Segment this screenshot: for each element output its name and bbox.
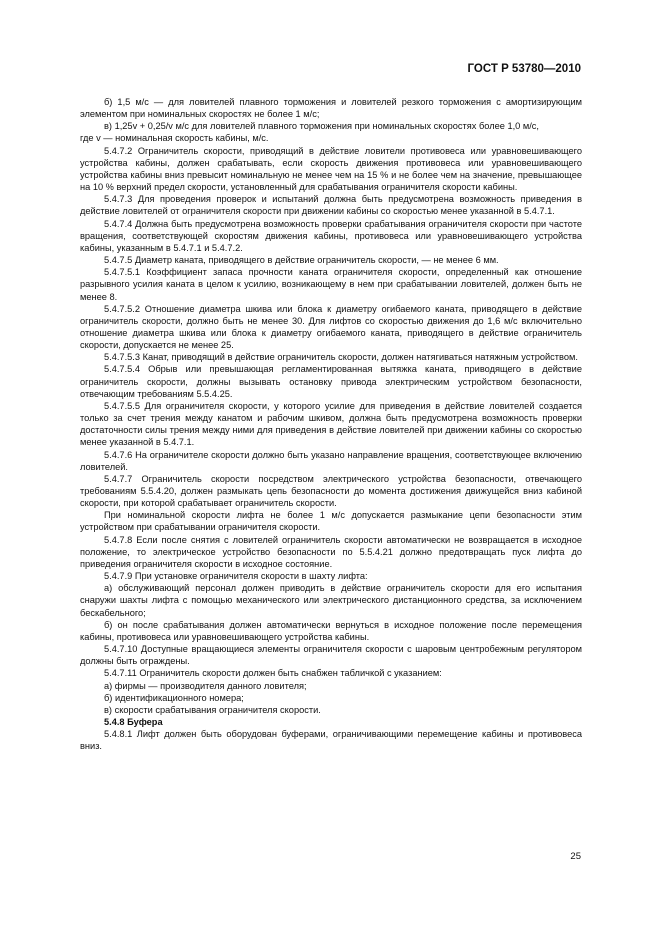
paragraph: При номинальной скорости лифта не более 1 м/с допускается размыкание цепи безопасности этим устройством при срабатывании ограничителя скорости. — [80, 510, 582, 533]
paragraph: в) скорости срабатывания ограничителя скорости. — [104, 704, 321, 715]
paragraph: 5.4.7.11 Ограничитель скорости должен быть снабжен табличкой с указанием: — [104, 668, 442, 679]
paragraph: 5.4.7.9 При установке ограничителя скорости в шахту лифта: — [104, 571, 368, 582]
paragraph: а) обслуживающий персонал должен приводить в действие ограничитель скорости для его испытания снаружи шахты лифта с помощью механического или электрического дистанционного средства, за исключением бескабельного; — [80, 583, 582, 618]
paragraph: 5.4.7.2 Ограничитель скорости, приводящий в действие ловители противовеса или уравновешивающего устройства кабины, должен срабатывать, если скорость движения противовеса или уравновешивающего устройства кабины вниз превысит номинальную не менее чем на 15 % и не более чем на значение, превышающее на 10 % верхний предел скорости, установленный для срабатывания ограничителя скорости кабины. — [80, 145, 582, 193]
paragraph: 5.4.7.5.4 Обрыв или превышающая регламентированная вытяжка каната, приводящего в действие ограничитель скорости, должны вызывать остановку привода электрическим устройством безопасности, отвечающим требованиям 5.5.4.25. — [80, 364, 582, 399]
paragraph: 5.4.7.8 Если после снятия с ловителей ограничитель скорости автоматически не возвращается в исходное положение, то электрическое устройство безопасности по 5.5.4.21 должно предотвращать пуск лифта до приведения ограничителя скорости в исходное состояние. — [80, 534, 582, 569]
page-number: 25 — [570, 851, 581, 862]
paragraph: 5.4.7.3 Для проведения проверок и испытаний должна быть предусмотрена возможность приведения в действие ловителей от ограничителя скорости при движении кабины со скоростью менее указанной в 5.4.7.1. — [80, 194, 582, 217]
paragraph: 5.4.7.10 Доступные вращающиеся элементы ограничителя скорости с шаровым центробежным регулятором должны быть ограждены. — [80, 644, 582, 667]
paragraph: 5.4.7.7 Ограничитель скорости посредством электрического устройства безопасности, отвечающего требованиям 5.5.4.20, должен размыкать цепь безопасности до момента достижения движущейся вниз кабиной скорости, при которой срабатывает ограничитель скорости. — [80, 473, 582, 509]
paragraph: 5.4.7.5.1 Коэффициент запаса прочности каната ограничителя скорости, определенный как отношение разрывного усилия каната в целом к усилию, возникающему в нем при срабатывании ловителей, должен быть не менее 8. — [80, 267, 582, 302]
document-body — [80, 96, 582, 752]
paragraph: 5.4.7.5.5 Для ограничителя скорости, у которого усилие для приведения в действие ловителей создается только за счет трения между канатом и рабочим шкивом, должна быть предусмотрена возможность проверки достаточности силы трения между ними для приведения в действие ловителей при движении кабины со скоростью менее указанной в 5.4.7.1. — [80, 400, 582, 448]
paragraph: 5.4.7.5.2 Отношение диаметра шкива или блока к диаметру огибаемого каната, приводящего в действие ограничитель скорости, должно быть не менее 30. Для лифтов со скоростью движения до 1,6 м/с включительно отношение диаметра шкива или блока к диаметру огибаемого каната, приводящего в действие ограничитель скорости, допускается не менее 25. — [80, 303, 582, 351]
section-heading: 5.4.8 Буфера — [104, 716, 163, 727]
paragraph: б) он после срабатывания должен автоматически вернуться в исходное положение после перемещения кабины, противовеса или уравновешивающего устройства кабины. — [80, 619, 582, 642]
paragraph: 5.4.7.4 Должна быть предусмотрена возможность проверки срабатывания ограничителя скорости при частоте вращения, соответствующей скоростям движения кабины, противовеса или уравновешивающего устройства кабины, указанным в 5.4.7.1 и 5.4.7.2. — [80, 218, 582, 253]
paragraph: 5.4.7.5.3 Канат, приводящий в действие ограничитель скорости, должен натягиваться натяжным устройством. — [104, 352, 578, 363]
paragraph: б) идентификационного номера; — [104, 692, 244, 703]
paragraph: б) 1,5 м/с — для ловителей плавного торможения и ловителей резкого торможения с амортизирующим элементом при номинальных скоростях не более 1 м/с; — [80, 97, 582, 120]
paragraph: а) фирмы — производителя данного ловителя; — [104, 680, 307, 691]
paragraph: 5.4.7.5 Диаметр каната, приводящего в действие ограничитель скорости, — не менее 6 мм. — [104, 255, 499, 266]
paragraph: в) 1,25v + 0,25/v м/с для ловителей плавного торможения при номинальных скоростях более 1,0 м/с, — [104, 121, 539, 132]
document-header: ГОСТ Р 53780—2010 — [467, 63, 581, 75]
paragraph: где v — номинальная скорость кабины, м/с. — [80, 133, 269, 144]
paragraph: 5.4.8.1 Лифт должен быть оборудован буферами, ограничивающими перемещение кабины и противовеса вниз. — [80, 729, 582, 752]
paragraph: 5.4.7.6 На ограничителе скорости должно быть указано направление вращения, соответствующее включению ловителей. — [80, 449, 582, 472]
